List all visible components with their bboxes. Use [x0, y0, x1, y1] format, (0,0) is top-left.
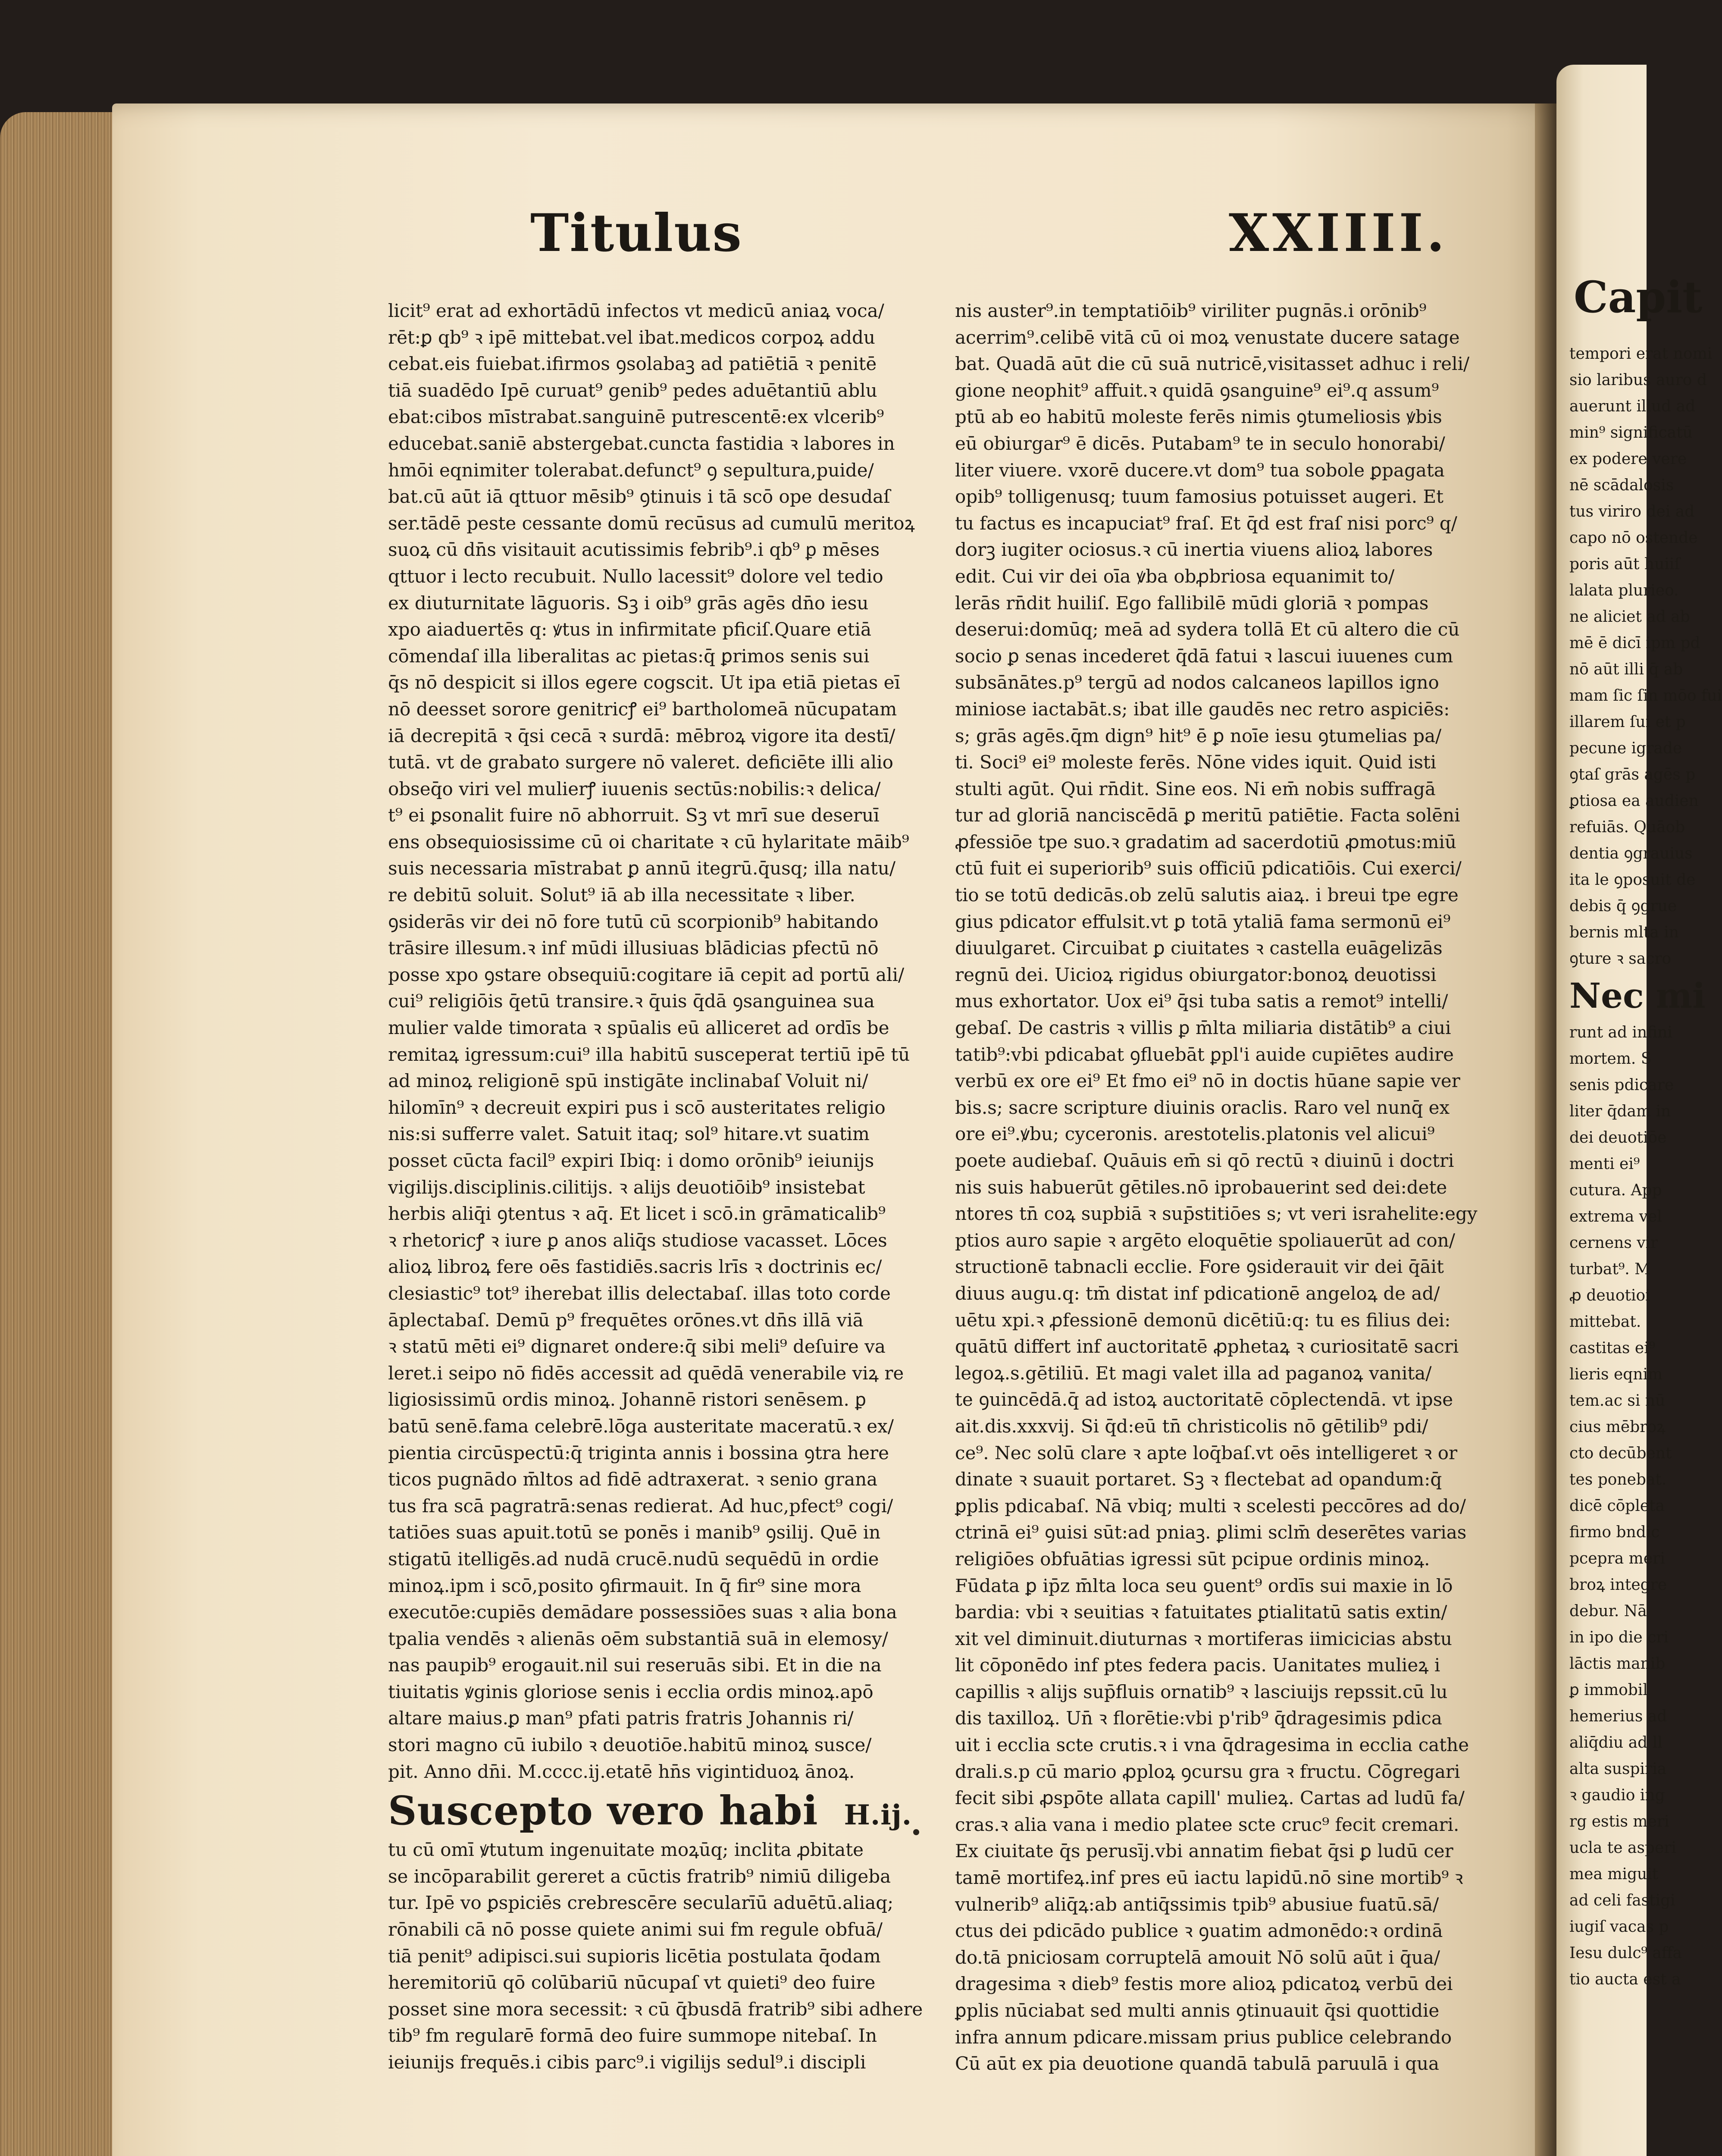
text-line: mam ſic ſin mōo fui [1569, 687, 1722, 705]
text-line: regnū dei. Uicioꝝ rigidus obiurgator:bonoꝝ deuotissi [955, 964, 1437, 985]
text-line: vigilijs.disciplinis.cilitijs. ꝛ alijs deuotiōib⁹ insistebat [388, 1176, 865, 1198]
text-line: iā decrepitā ꝛ q̄si cecā ꝛ surdā: mēbroꝝ vigore ita destī/ [388, 725, 895, 746]
text-line: sio laribus auro d [1569, 371, 1707, 389]
text-line: ore ei⁹.ꝟbu; cyceronis. arestotelis.platonis vel alicui⁹ [955, 1123, 1435, 1145]
text-line: pecune igrade [1569, 740, 1682, 757]
text-line: tio se totū dedicās.ob zelū salutis aiaꝝ. i breui tpe egre [955, 884, 1459, 906]
text-line: extrema vel [1569, 1208, 1662, 1225]
text-line: poris aūt huiiſ [1569, 555, 1680, 573]
text-line: tatiōes suas apuit.totū se ponēs i manib⁹ ꝯsilij. Quē in [388, 1522, 881, 1543]
text-line: ne aliciet ad ab [1569, 608, 1690, 626]
text-line: trāsire illesum.ꝛ inf mūdi illusiuas blādicias pfectū nō [388, 937, 879, 959]
text-line: alta suspiria [1569, 1760, 1667, 1778]
text-line: aliq̄diu ad ll [1569, 1734, 1663, 1752]
text-line: leret.i seipo nō fidēs accessit ad quēdā venerabile viꝝ re [388, 1362, 904, 1384]
text-line: capo nō ostende [1569, 529, 1698, 547]
text-line: legoꝝ.s.gētiliū. Et magi valet illa ad paganoꝝ vanita/ [955, 1362, 1432, 1384]
text-line: dinate ꝛ suauit portaret. Sꝫ ꝛ flectebat ad opandum:q̄ [955, 1469, 1442, 1490]
text-line: suis necessaria mīstrabat ꝑ annū itegrū.q̄usq; illa natu/ [388, 858, 896, 879]
text-line: cius mēbroꝝ [1569, 1418, 1666, 1436]
running-head-title: Titulus [530, 203, 742, 263]
text-line: nis suis habuerūt gētiles.nō iprobauerint sed dei:dete [955, 1176, 1447, 1198]
text-line: bis.s; sacre scripture diuinis oraclis. Raro vel nunq̄ ex [955, 1097, 1450, 1118]
text-line: tatib⁹:vbi pdicabat ꝯfluebāt ꝑpl'i auide cupiētes audire [955, 1044, 1454, 1065]
text-line: tem.ac si nū [1569, 1392, 1666, 1410]
text-line: posset cūcta facil⁹ expiri Ibiq: i domo orōnib⁹ ieiunijs [388, 1150, 874, 1171]
text-line: ptios auro sapie ꝛ argēto eloquētie spoliauerūt ad con/ [955, 1229, 1455, 1251]
text-line: religiōes obfuātias igressi sūt pcipue ordinis minoꝝ. [955, 1548, 1430, 1570]
text-line: ptū ab eo habitū moleste ferēs nimis ꝯtumeliosis ꝟbis [955, 406, 1442, 428]
text-line: tib⁹ fm regularē formā deo fuire summope nitebaſ. In [388, 2025, 877, 2046]
text-line: ser.tādē peste cessante domū recūsus ad cumulū meritoꝝ [388, 512, 915, 534]
text-line: ex podere vere [1569, 450, 1687, 468]
text-line: tempori erat nomi [1569, 345, 1713, 363]
text-line: tes ponebat. [1569, 1471, 1667, 1489]
text-line: t⁹ ei ꝑsonalit fuire nō abhorruit. Sꝫ vt mrī sue deseruī [388, 805, 880, 826]
text-line: runt ad infini [1569, 1024, 1672, 1041]
text-line: alioꝝ libroꝝ fere oēs fastidiēs.sacris lrīs ꝛ doctrinis ec/ [388, 1256, 882, 1278]
text-line: broꝝ integre [1569, 1576, 1667, 1594]
book-edge-left [0, 112, 129, 2156]
text-line: stigatū itelligēs.ad nudā crucē.nudū sequēdū in ordie [388, 1548, 879, 1570]
margin-dot [913, 1829, 919, 1835]
text-line: executōe:cupiēs demādare possessiōes suas ꝛ alia bona [388, 1601, 897, 1623]
text-line: lerās rn̄dit huiliſ. Ego fallibilē mūdi gloriā ꝛ pompas [955, 592, 1429, 614]
text-line: Cū aūt ex pia deuotione quandā tabulā paruulā i qua [955, 2053, 1440, 2075]
text-line: uit i ecclia scte crutis.ꝛ i vna q̄dragesima in ecclia cathe [955, 1734, 1469, 1756]
text-line: dis taxilloꝝ. Un̄ ꝛ florētie:vbi p'rib⁹ q̄dragesimis pdica [955, 1708, 1442, 1729]
text-line: clesiastic⁹ tot⁹ iherebat illis delectabaſ. illas toto corde [388, 1282, 891, 1304]
right-text-column [955, 298, 1477, 2077]
text-line: rōnabili cā nō posse quiete animi sui fm regule obfuā/ [388, 1919, 883, 1940]
text-line: lāctis manib [1569, 1655, 1666, 1673]
text-line: cernens vir [1569, 1234, 1658, 1252]
text-line: edit. Cui vir dei oīa ꝟba obꝓbriosa equanimit to/ [955, 565, 1395, 587]
text-line: structionē tabnacli ecclie. Fore ꝯsiderauit vir dei q̄āit [955, 1256, 1444, 1278]
text-line: pcepra meri [1569, 1550, 1665, 1567]
text-line: ligiosissimū ordis minoꝝ. Johannē ristori senēsem. ꝑ [388, 1389, 867, 1410]
text-line: q̄s nō despicit si illos egere cogscit. Ut ipa etiā pietas eī [388, 672, 900, 693]
text-line: ꝯsiderās vir dei nō fore tutū cū scorpionib⁹ habitando [388, 911, 879, 932]
text-line: educebat.saniē abstergebat.cuncta fastidia ꝛ labores in [388, 432, 895, 454]
text-line: ex diuturnitate lāguoris. Sꝫ i oib⁹ grās agēs dn̄o iesu [388, 592, 869, 614]
text-line: illarem ſui et p [1569, 713, 1686, 731]
folio-number: XXIIII. [1229, 203, 1448, 263]
text-line: herbis aliq̄i ꝯtentus ꝛ aq̄. Et licet i scō.in grāmaticalib⁹ [388, 1203, 886, 1225]
text-line: tiā suadēdo Ipē curuat⁹ genib⁹ pedes aduētantiū ablu [388, 379, 877, 401]
text-line: rg estis meri [1569, 1813, 1669, 1830]
text-line: liter viuere. vxorē ducere.vt dom⁹ tua sobole ꝑpagata [955, 459, 1445, 481]
text-line: s; grās agēs.q̄m dign⁹ hit⁹ ē ꝑ noīe iesu ꝯtumelias pa/ [955, 725, 1442, 746]
text-line: cto decūbent [1569, 1445, 1672, 1462]
text-line: suoꝝ cū dn̄s visitauit acutissimis febrib⁹.i qb⁹ ꝑ mēses [388, 539, 880, 561]
text-line: diuus augu.q: tm̄ distat inf pdicationē angeloꝝ de ad/ [955, 1282, 1440, 1304]
text-line: nas paupib⁹ erogauit.nil sui reseruās sibi. Et in die na [388, 1655, 882, 1676]
text-line: dicē cōpleta [1569, 1497, 1665, 1515]
text-line: qttuor i lecto recubuit. Nullo lacessit⁹ dolore vel tedio [388, 565, 883, 587]
text-line: socio ꝑ senas incederet q̄dā fatui ꝛ lascui iuuenes cum [955, 645, 1453, 667]
text-line: ctrinā ei⁹ ꝯuisi sūt:ad pniaꝫ. ꝑlimi sclm̄ deserētes varias [955, 1522, 1467, 1543]
section-heading-text: Suscepto vero habi [388, 1787, 818, 1834]
text-line: refuiās. Quāob [1569, 818, 1685, 836]
text-line: tamē mortifeꝝ.inf pres eū iactu lapidū.nō sine mortib⁹ ꝛ [955, 1867, 1463, 1889]
text-line: lit cōponēdo inf ptes federa pacis. Uanitates mulieꝝ i [955, 1655, 1440, 1676]
text-line: iugiſ vacas p [1569, 1918, 1669, 1936]
text-line: ait.dis.xxxvij. Si q̄d:eū tn̄ christicolis nō gētilib⁹ pdi/ [955, 1415, 1428, 1437]
text-line: tu factus es incapuciat⁹ fraſ. Et q̄d est fraſ nisi porc⁹ q/ [955, 512, 1457, 534]
text-line: posse xpo ꝯstare obsequiū:cogitare iā cepit ad portū ali/ [388, 964, 905, 985]
text-line: rēt:ꝑ qb⁹ ꝛ ipē mittebat.vel ibat.medicos corpoꝝ addu [388, 326, 875, 348]
text-line: mittebat. [1569, 1313, 1641, 1331]
text-line: eū obiurgar⁹ ē dicēs. Putabam⁹ te in seculo honorabi/ [955, 432, 1445, 454]
text-line: gius pdicator effulsit.vt ꝑ totā ytaliā fama sermonū ei⁹ [955, 911, 1451, 932]
text-line: ctū fuit ei superiorib⁹ suis officiū pdicatiōis. Cui exerci/ [955, 858, 1462, 879]
text-line: altare maius.ꝑ man⁹ pfati patris fratris Johannis ri/ [388, 1708, 854, 1729]
text-line: bardia: vbi ꝛ seuitias ꝛ fatuitates ꝑtialitatū satis extin/ [955, 1601, 1447, 1623]
text-line: quātū differt inf auctoritatē ꝓphetaꝝ ꝛ curiositatē sacri [955, 1336, 1459, 1357]
text-line: ebat:cibos mīstrabat.sanguinē putrescentē:ex vlcerib⁹ [388, 406, 884, 428]
text-line: tur ad gloriā nanciscēdā ꝑ meritū patiētie. Facta solēni [955, 805, 1460, 826]
section-heading [388, 1785, 936, 1836]
text-line: Fūdata ꝑ ip̄z m̄lta loca seu ꝯuent⁹ ordīs sui maxie in lō [955, 1575, 1453, 1596]
text-line: te ꝯuincēdā.q̄ ad istoꝝ auctoritatē cōplectendā. vt ipse [955, 1389, 1453, 1410]
text-line: ens obsequiosissime cū oi charitate ꝛ cū hylaritate māib⁹ [388, 831, 909, 852]
text-line: hemerius ad [1569, 1708, 1667, 1725]
text-line: subsānātes.p⁹ tergū ad nodos calcaneos lapillos igno [955, 672, 1439, 693]
text-line: cōmendaſ illa liberalitas ac pietas:q̄ ꝑrimos senis sui [388, 645, 870, 667]
text-line: debur. Nā [1569, 1602, 1647, 1620]
text-line: tio aucta est a [1569, 1971, 1681, 1988]
text-line: min⁹ significatū [1569, 424, 1693, 442]
text-line: tus fra scā pagratrā:senas redierat. Ad huc,pfect⁹ cogi/ [388, 1495, 893, 1517]
text-line: turbat⁹. M [1569, 1260, 1651, 1278]
text-line: pientia circūspectū:q̄ triginta annis i bossina ꝯtra here [388, 1442, 889, 1463]
text-line: liter q̄dam in [1569, 1103, 1671, 1120]
text-line: lieris eqnim [1569, 1366, 1663, 1383]
text-line: poete audiebaſ. Quāuis em̄ si qō rectū ꝛ diuinū i doctri [955, 1150, 1454, 1171]
text-line: re debitū soluit. Solut⁹ iā ab illa necessitate ꝛ liber. [388, 884, 855, 906]
text-line: in ipo die cri [1569, 1629, 1669, 1646]
text-line: drali.s.p cū mario ꝓploꝝ ꝯcursu gra ꝛ fructu. Cōgregari [955, 1761, 1460, 1782]
text-line: hilomīn⁹ ꝛ decreuit expiri pus i scō austeritates religio [388, 1097, 886, 1118]
text-line: remitaꝝ igressum:cui⁹ illa habitū susceperat tertiū ipē tū [388, 1044, 910, 1065]
text-line: ꝯture ꝛ sacro [1569, 950, 1672, 968]
text-line: nē scādalosis [1569, 476, 1674, 494]
text-line: ita le ꝯposuit de [1569, 871, 1696, 889]
facing-page [1556, 65, 1722, 2156]
text-line: cebat.eis fuiebat.ifirmos ꝯsolabaꝫ ad patiētiā ꝛ penitē [388, 353, 877, 375]
text-line: ꝑplis nūciabat sed multi annis ꝯtinuauit q̄si quottidie [955, 2000, 1440, 2021]
facing-page-heading: Nec mi [1569, 975, 1706, 1016]
text-line: tiuitatis ꝟginis gloriose senis i ecclia ordis minoꝝ.apō [388, 1681, 874, 1702]
text-line: bat. Quadā aūt die cū suā nutricē,visitasset adhuc i reli/ [955, 353, 1470, 375]
text-line: gione neophit⁹ affuit.ꝛ quidā ꝯsanguine⁹ ei⁹.q assum⁹ [955, 379, 1439, 401]
text-line: tpalia vendēs ꝛ alienās oēm substantiā suā in elemosy/ [388, 1628, 888, 1649]
text-line: licit⁹ erat ad exhortādū infectos vt medicū aniaꝝ voca/ [388, 300, 884, 321]
text-line: castitas ei⁹ [1569, 1339, 1656, 1357]
text-line: capillis ꝛ alijs sup̄fluis ornatib⁹ ꝛ lasciuijs repssit.cū lu [955, 1681, 1448, 1702]
text-line: mulier valde timorata ꝛ spūalis eū alliceret ad ordīs be [388, 1017, 889, 1039]
text-line: fecit sibi ꝓspōte allata capill' mulieꝝ. Cartas ad ludū fa/ [955, 1787, 1465, 1809]
text-line: infra annum pdicare.missam prius publice celebrando [955, 2026, 1452, 2048]
text-line: Ex ciuitate q̄s perusīj.vbi annatim fiebat q̄si ꝑ ludū cer [955, 1840, 1453, 1862]
text-line: uētu xpi.ꝛ ꝓfessionē demonū dicētiū:q: tu es filius dei: [955, 1309, 1451, 1331]
text-line: tiā penit⁹ adipisci.sui supioris licētia postulata q̄odam [388, 1945, 881, 1967]
text-line: cras.ꝛ alia vana i medio platee scte cruc⁹ fecit cremari. [955, 1814, 1459, 1835]
text-line: bernis mlta in [1569, 924, 1679, 941]
text-line: ad minoꝝ religionē spū instigāte inclinabaſ Voluit ni/ [388, 1070, 868, 1092]
text-line: menti ei⁹ [1569, 1155, 1640, 1173]
text-line: vulnerib⁹ aliq̄ꝝ:ab antiq̄ssimis tpib⁹ abusiue fuatū.sā/ [955, 1893, 1439, 1915]
text-line: ntores tn̄ coꝝ supbiā ꝛ sup̄stitiōes s; vt veri israhelite:egy [955, 1203, 1478, 1225]
text-line: nō deesset sorore genitricꝭ ei⁹ bartholomeā nūcupatam [388, 698, 897, 720]
text-line: heremitoriū qō colūbariū nūcupaſ vt quieti⁹ deo fuire [388, 1972, 876, 1993]
text-line: ti. Soci⁹ ei⁹ moleste ferēs. Nōne vides iquit. Quid isti [955, 752, 1437, 773]
text-line: hmōi eqnimiter tolerabat.defunct⁹ ꝯ sepultura,puide/ [388, 459, 874, 481]
text-line: cutura. App [1569, 1181, 1662, 1199]
text-line: xpo aiaduertēs q: ꝟtus in infirmitate pficiſ.Quare etiā [388, 619, 872, 640]
text-line: opib⁹ tolligenusq; tuum famosius potuisset augeri. Et [955, 486, 1444, 508]
text-line: dragesima ꝛ dieb⁹ festis more alioꝝ pdicatoꝝ verbū dei [955, 1973, 1453, 1995]
text-line: nis auster⁹.in temptatiōib⁹ viriliter pugnās.i orōnib⁹ [955, 300, 1427, 321]
text-line: āplectabaſ. Demū p⁹ frequētes orōnes.vt dn̄s illā viā [388, 1309, 864, 1331]
text-line: gebaſ. De castris ꝛ villis ꝑ m̄lta miliaria distātib⁹ a ciui [955, 1017, 1451, 1039]
text-line: stori magno cū iubilo ꝛ deuotiōe.habitū minoꝝ susce/ [388, 1734, 872, 1756]
text-line: mus exhortator. Uox ei⁹ q̄si tuba satis a remot⁹ intelli/ [955, 990, 1448, 1012]
text-line: ꝓfessiōe tpe suo.ꝛ gradatim ad sacerdotiū ꝓmotus:miū [955, 831, 1456, 852]
text-line: tu cū omī ꝟtutum ingenuitate moꝝūq; inclita ꝓbitate [388, 1839, 864, 1861]
text-line: mortem. S [1569, 1050, 1652, 1068]
text-line: ad celi fastigi [1569, 1892, 1675, 1909]
text-line: dei deuotiōe [1569, 1129, 1667, 1147]
text-line: firmo bndic [1569, 1523, 1660, 1541]
text-line: pit. Anno dn̄i. M.cccc.ij.etatē hn̄s vigintiduoꝝ ānoꝝ. [388, 1761, 855, 1782]
text-line: mea miguit [1569, 1865, 1659, 1883]
text-line: dorꝫ iugiter ociosus.ꝛ cū inertia viuens alioꝝ labores [955, 539, 1433, 561]
text-line: ꝛ gaudio ing [1569, 1786, 1665, 1804]
facing-page-column [1569, 341, 1722, 1993]
text-line: mē ē dicī ipm pd [1569, 634, 1700, 652]
facing-page-running-head: Capit [1574, 272, 1703, 323]
text-line: tutā. vt de grabato surgere nō valeret. deficiēte illi alio [388, 752, 893, 773]
left-text-column [388, 298, 936, 2076]
text-line: lalata plurieo. [1569, 582, 1679, 599]
text-line: ticos pugnādo m̄ltos ad fidē adtraxerat. ꝛ senio grana [388, 1469, 878, 1490]
text-line: ctus dei pdicādo publice ꝛ ꝯuatim admonēdo:ꝛ ordinā [955, 1920, 1443, 1942]
text-line: ce⁹. Nec solū clare ꝛ apte loq̄baſ.vt oēs intelligeret ꝛ or [955, 1442, 1458, 1463]
text-line: verbū ex ore ei⁹ Et fmo ei⁹ nō in doctis hūane sapie ver [955, 1070, 1460, 1092]
text-line: posset sine mora secessit: ꝛ cū q̄busdā fratrib⁹ sibi adhere [388, 1998, 923, 2020]
text-line: auerunt illud ad [1569, 398, 1696, 415]
text-line: nō aūt illi q̄ ab [1569, 661, 1683, 678]
text-line: ꝯtaſ grās agēs p [1569, 766, 1696, 783]
text-line: tus viriro dei ad [1569, 503, 1695, 520]
text-line: tur. Ipē vo ꝑspiciēs crebrescēre secularīū aduētū.aliaq; [388, 1892, 894, 1914]
text-line: ꝑ immobil [1569, 1681, 1648, 1699]
text-line: dentia ꝯgrauius [1569, 845, 1693, 862]
text-line: nis:si sufferre valet. Satuit itaq; sol⁹ hitare.vt suatim [388, 1123, 870, 1145]
text-line: stulti agūt. Qui rn̄dit. Sine eos. Ni em̄ nobis suffragā [955, 778, 1436, 799]
text-line: Iesu dulc⁹ affa [1569, 1944, 1682, 1962]
text-line: debis q̄ ꝯgrue [1569, 897, 1677, 915]
text-line: deserui:domūq; meā ad sydera tollā Et cū altero die cū [955, 619, 1460, 640]
text-line: bat.cū aūt iā qttuor mēsib⁹ ꝯtinuis i tā scō ope desudaſ [388, 486, 890, 508]
text-line: batū senē.fama celebrē.lōga austeritate maceratū.ꝛ ex/ [388, 1415, 894, 1437]
text-line: obseq̄o viri vel mulierꝭ iuuenis sectūs:nobilis:ꝛ delica/ [388, 778, 881, 799]
text-line: minoꝝ.ipm i scō,posito ꝯfirmauit. In q̄ fir⁹ sine mora [388, 1575, 861, 1596]
text-line: ꝛ statū mēti ei⁹ dignaret ondere:q̄ sibi meli⁹ deſuire va [388, 1336, 886, 1357]
text-line: ꝑplis pdicabaſ. Nā vbiq; multi ꝛ scelesti peccōres ad do/ [955, 1495, 1466, 1517]
text-line: ieiunijs frequēs.i cibis parc⁹.i vigilijs sedul⁹.i discipli [388, 2052, 866, 2073]
text-line: cui⁹ religiōis q̄etū transire.ꝛ q̄uis q̄dā ꝯsanguinea sua [388, 990, 875, 1012]
text-line: do.tā pniciosam corruptelā amouit Nō solū aūt i q̄ua/ [955, 1946, 1440, 1968]
text-line: diuulgaret. Circuibat ꝑ ciuitates ꝛ castella euāgelizās [955, 937, 1443, 959]
text-line: ucla te asperi [1569, 1839, 1676, 1857]
text-line: ꝛ rhetoricꝭ ꝛ iure ꝑ anos aliq̄s studiose vacasset. Lōces [388, 1229, 887, 1251]
text-line: ꝑtiosa ea audien [1569, 792, 1699, 810]
text-line: miniose iactabāt.s; ibat ille gaudēs nec retro aspiciēs: [955, 698, 1450, 720]
text-line: ꝓ deuotioi [1569, 1287, 1650, 1304]
text-line: acerrim⁹.celibē vitā cū oi moꝝ venustate ducere satage [955, 326, 1460, 348]
text-line: se incōparabilit gereret a cūctis fratrib⁹ nimiū diligeba [388, 1865, 891, 1887]
text-line: xit vel diminuit.diuturnas ꝛ mortiferas iimicicias abstu [955, 1628, 1452, 1649]
signature-mark: H.ij. [844, 1799, 912, 1832]
text-line: senis pdicare [1569, 1076, 1674, 1094]
